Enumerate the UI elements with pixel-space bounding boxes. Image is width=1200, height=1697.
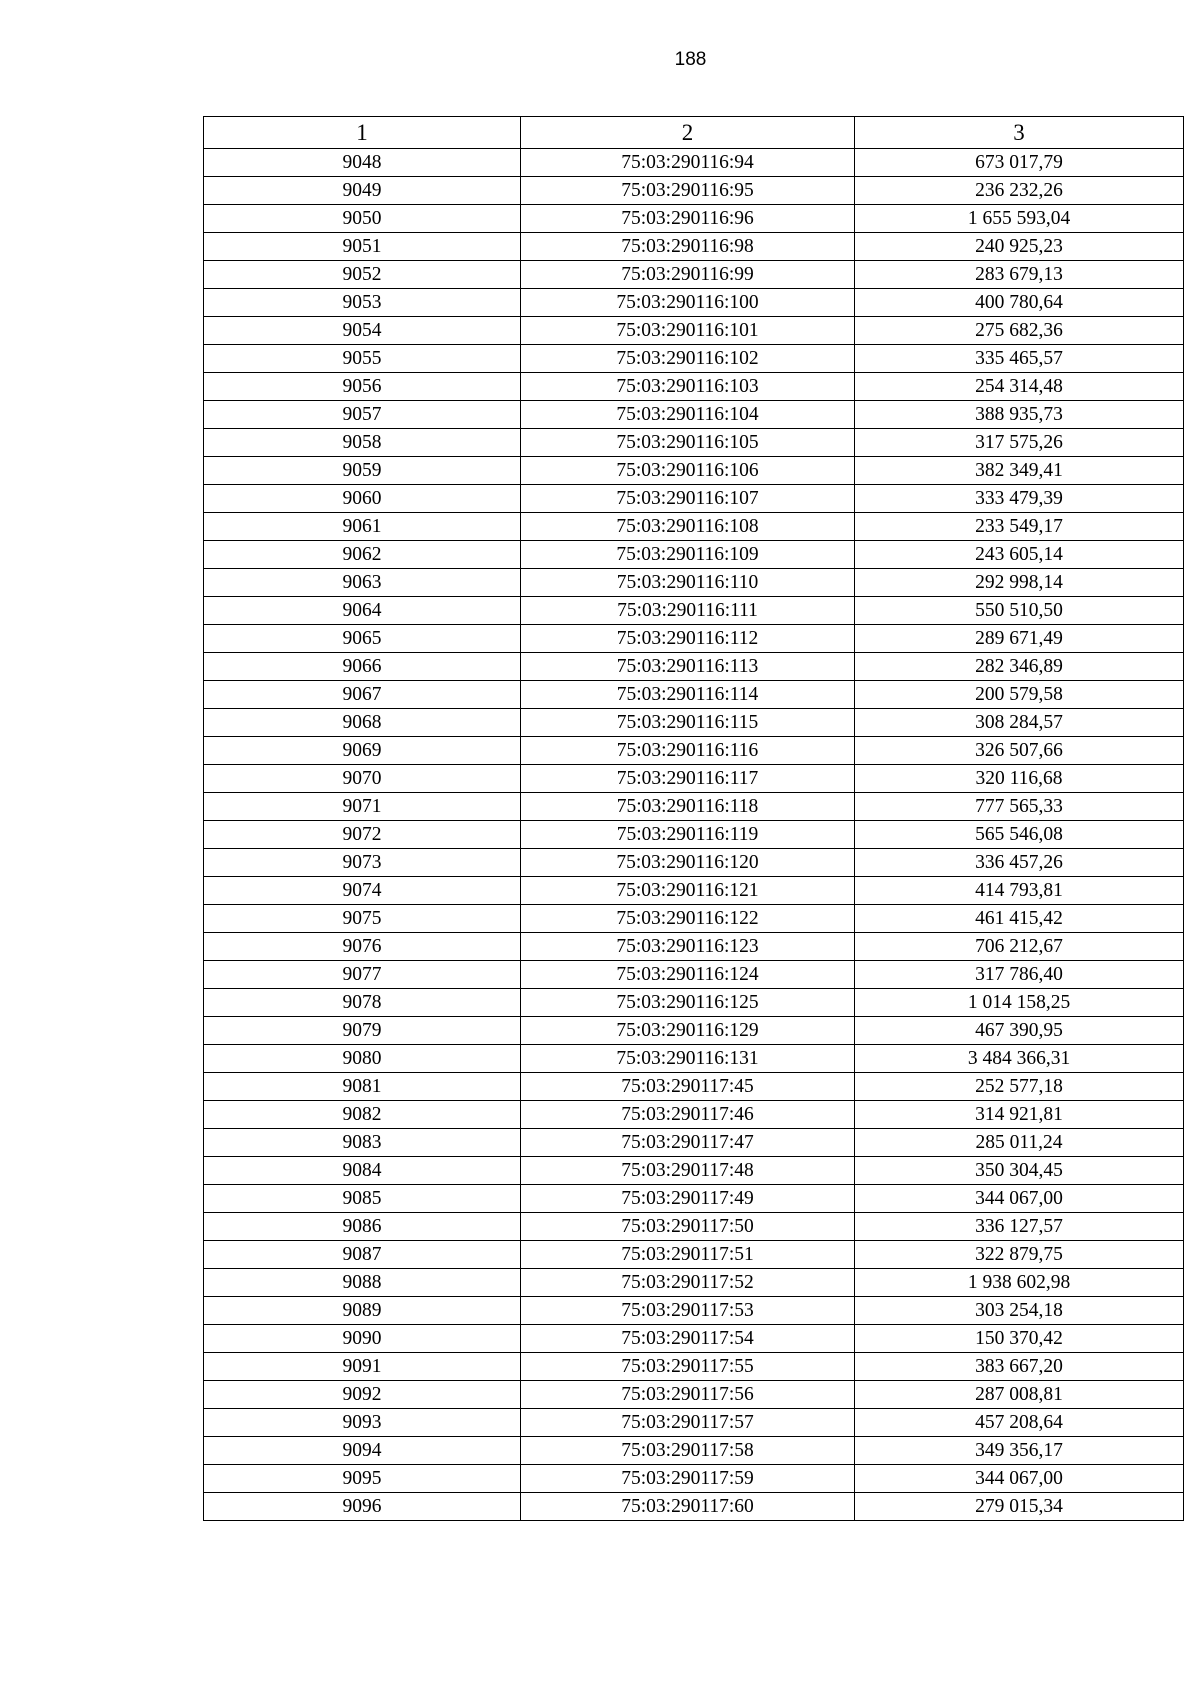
row-number-cell: 9052 bbox=[204, 261, 521, 289]
table-row bbox=[204, 541, 1184, 569]
cadastral-number-cell: 75:03:290117:49 bbox=[521, 1185, 855, 1213]
table-row bbox=[204, 345, 1184, 373]
value-cell: 344 067,00 bbox=[855, 1465, 1184, 1493]
row-number-cell: 9065 bbox=[204, 625, 521, 653]
value-cell: 344 067,00 bbox=[855, 1185, 1184, 1213]
row-number-cell: 9072 bbox=[204, 821, 521, 849]
row-number-cell: 9051 bbox=[204, 233, 521, 261]
row-number-cell: 9090 bbox=[204, 1325, 521, 1353]
value-cell: 461 415,42 bbox=[855, 905, 1184, 933]
row-number-cell: 9089 bbox=[204, 1297, 521, 1325]
table-row bbox=[204, 849, 1184, 877]
row-number-cell: 9066 bbox=[204, 653, 521, 681]
table-row bbox=[204, 317, 1184, 345]
table-row bbox=[204, 1129, 1184, 1157]
row-number-cell: 9068 bbox=[204, 709, 521, 737]
row-number-cell: 9087 bbox=[204, 1241, 521, 1269]
row-number-cell: 9053 bbox=[204, 289, 521, 317]
row-number-cell: 9095 bbox=[204, 1465, 521, 1493]
cadastral-number-cell: 75:03:290116:123 bbox=[521, 933, 855, 961]
cadastral-number-cell: 75:03:290117:60 bbox=[521, 1493, 855, 1521]
table-row bbox=[204, 1465, 1184, 1493]
table-row bbox=[204, 233, 1184, 261]
cadastral-number-cell: 75:03:290117:58 bbox=[521, 1437, 855, 1465]
table-row bbox=[204, 1241, 1184, 1269]
cadastral-number-cell: 75:03:290117:59 bbox=[521, 1465, 855, 1493]
table-row bbox=[204, 905, 1184, 933]
table-row bbox=[204, 1073, 1184, 1101]
value-cell: 1 014 158,25 bbox=[855, 989, 1184, 1017]
row-number-cell: 9060 bbox=[204, 485, 521, 513]
value-cell: 320 116,68 bbox=[855, 765, 1184, 793]
table-row bbox=[204, 1297, 1184, 1325]
value-cell: 240 925,23 bbox=[855, 233, 1184, 261]
cadastral-number-cell: 75:03:290116:108 bbox=[521, 513, 855, 541]
value-cell: 388 935,73 bbox=[855, 401, 1184, 429]
value-cell: 150 370,42 bbox=[855, 1325, 1184, 1353]
column-header-3: 3 bbox=[855, 117, 1184, 149]
cadastral-number-cell: 75:03:290116:114 bbox=[521, 681, 855, 709]
value-cell: 314 921,81 bbox=[855, 1101, 1184, 1129]
value-cell: 289 671,49 bbox=[855, 625, 1184, 653]
cadastral-number-cell: 75:03:290117:52 bbox=[521, 1269, 855, 1297]
row-number-cell: 9077 bbox=[204, 961, 521, 989]
row-number-cell: 9056 bbox=[204, 373, 521, 401]
table-row bbox=[204, 625, 1184, 653]
cadastral-number-cell: 75:03:290116:105 bbox=[521, 429, 855, 457]
value-cell: 317 786,40 bbox=[855, 961, 1184, 989]
row-number-cell: 9080 bbox=[204, 1045, 521, 1073]
cadastral-number-cell: 75:03:290117:50 bbox=[521, 1213, 855, 1241]
table-row bbox=[204, 1045, 1184, 1073]
cadastral-number-cell: 75:03:290116:103 bbox=[521, 373, 855, 401]
row-number-cell: 9049 bbox=[204, 177, 521, 205]
table-row bbox=[204, 373, 1184, 401]
cadastral-number-cell: 75:03:290116:121 bbox=[521, 877, 855, 905]
table-row bbox=[204, 205, 1184, 233]
table-row bbox=[204, 1493, 1184, 1521]
table-row bbox=[204, 709, 1184, 737]
value-cell: 706 212,67 bbox=[855, 933, 1184, 961]
table-row bbox=[204, 737, 1184, 765]
cadastral-number-cell: 75:03:290116:100 bbox=[521, 289, 855, 317]
value-cell: 335 465,57 bbox=[855, 345, 1184, 373]
row-number-cell: 9088 bbox=[204, 1269, 521, 1297]
value-cell: 350 304,45 bbox=[855, 1157, 1184, 1185]
row-number-cell: 9081 bbox=[204, 1073, 521, 1101]
cadastral-number-cell: 75:03:290116:117 bbox=[521, 765, 855, 793]
cadastral-number-cell: 75:03:290116:131 bbox=[521, 1045, 855, 1073]
table-row bbox=[204, 597, 1184, 625]
value-cell: 333 479,39 bbox=[855, 485, 1184, 513]
cadastral-number-cell: 75:03:290116:116 bbox=[521, 737, 855, 765]
table-row bbox=[204, 569, 1184, 597]
value-cell: 382 349,41 bbox=[855, 457, 1184, 485]
value-cell: 254 314,48 bbox=[855, 373, 1184, 401]
table-row bbox=[204, 429, 1184, 457]
table-row bbox=[204, 1437, 1184, 1465]
value-cell: 282 346,89 bbox=[855, 653, 1184, 681]
cadastral-number-cell: 75:03:290116:112 bbox=[521, 625, 855, 653]
row-number-cell: 9086 bbox=[204, 1213, 521, 1241]
cadastral-number-cell: 75:03:290116:122 bbox=[521, 905, 855, 933]
row-number-cell: 9074 bbox=[204, 877, 521, 905]
value-cell: 349 356,17 bbox=[855, 1437, 1184, 1465]
cadastral-number-cell: 75:03:290116:119 bbox=[521, 821, 855, 849]
table-row bbox=[204, 513, 1184, 541]
cadastral-number-cell: 75:03:290116:111 bbox=[521, 597, 855, 625]
value-cell: 252 577,18 bbox=[855, 1073, 1184, 1101]
row-number-cell: 9069 bbox=[204, 737, 521, 765]
row-number-cell: 9076 bbox=[204, 933, 521, 961]
row-number-cell: 9083 bbox=[204, 1129, 521, 1157]
value-cell: 673 017,79 bbox=[855, 149, 1184, 177]
row-number-cell: 9094 bbox=[204, 1437, 521, 1465]
cadastral-number-cell: 75:03:290116:104 bbox=[521, 401, 855, 429]
value-cell: 336 127,57 bbox=[855, 1213, 1184, 1241]
cadastral-number-cell: 75:03:290116:96 bbox=[521, 205, 855, 233]
value-cell: 200 579,58 bbox=[855, 681, 1184, 709]
table-row bbox=[204, 933, 1184, 961]
table-row bbox=[204, 261, 1184, 289]
table-row bbox=[204, 1381, 1184, 1409]
row-number-cell: 9096 bbox=[204, 1493, 521, 1521]
value-cell: 1 655 593,04 bbox=[855, 205, 1184, 233]
table-row bbox=[204, 765, 1184, 793]
table-row bbox=[204, 877, 1184, 905]
cadastral-number-cell: 75:03:290117:53 bbox=[521, 1297, 855, 1325]
value-cell: 322 879,75 bbox=[855, 1241, 1184, 1269]
cadastral-number-cell: 75:03:290116:99 bbox=[521, 261, 855, 289]
cadastral-number-cell: 75:03:290117:45 bbox=[521, 1073, 855, 1101]
value-cell: 467 390,95 bbox=[855, 1017, 1184, 1045]
row-number-cell: 9048 bbox=[204, 149, 521, 177]
row-number-cell: 9075 bbox=[204, 905, 521, 933]
value-cell: 550 510,50 bbox=[855, 597, 1184, 625]
row-number-cell: 9082 bbox=[204, 1101, 521, 1129]
row-number-cell: 9054 bbox=[204, 317, 521, 345]
page-number: 188 bbox=[674, 49, 707, 70]
value-cell: 243 605,14 bbox=[855, 541, 1184, 569]
row-number-cell: 9078 bbox=[204, 989, 521, 1017]
value-cell: 317 575,26 bbox=[855, 429, 1184, 457]
value-cell: 308 284,57 bbox=[855, 709, 1184, 737]
value-cell: 285 011,24 bbox=[855, 1129, 1184, 1157]
cadastral-number-cell: 75:03:290117:47 bbox=[521, 1129, 855, 1157]
cadastral-number-cell: 75:03:290116:118 bbox=[521, 793, 855, 821]
value-cell: 292 998,14 bbox=[855, 569, 1184, 597]
table-row bbox=[204, 793, 1184, 821]
cadastral-number-cell: 75:03:290117:57 bbox=[521, 1409, 855, 1437]
row-number-cell: 9057 bbox=[204, 401, 521, 429]
value-cell: 236 232,26 bbox=[855, 177, 1184, 205]
value-cell: 1 938 602,98 bbox=[855, 1269, 1184, 1297]
row-number-cell: 9064 bbox=[204, 597, 521, 625]
value-cell: 303 254,18 bbox=[855, 1297, 1184, 1325]
cadastral-number-cell: 75:03:290117:56 bbox=[521, 1381, 855, 1409]
cadastral-number-cell: 75:03:290117:46 bbox=[521, 1101, 855, 1129]
cadastral-number-cell: 75:03:290116:94 bbox=[521, 149, 855, 177]
table-row bbox=[204, 1185, 1184, 1213]
row-number-cell: 9050 bbox=[204, 205, 521, 233]
data-table bbox=[203, 116, 1184, 1521]
row-number-cell: 9062 bbox=[204, 541, 521, 569]
value-cell: 777 565,33 bbox=[855, 793, 1184, 821]
row-number-cell: 9071 bbox=[204, 793, 521, 821]
column-header-1: 1 bbox=[204, 117, 521, 149]
table-row bbox=[204, 289, 1184, 317]
row-number-cell: 9063 bbox=[204, 569, 521, 597]
row-number-cell: 9092 bbox=[204, 1381, 521, 1409]
cadastral-number-cell: 75:03:290116:129 bbox=[521, 1017, 855, 1045]
table-row bbox=[204, 681, 1184, 709]
column-header-2: 2 bbox=[521, 117, 855, 149]
value-cell: 400 780,64 bbox=[855, 289, 1184, 317]
row-number-cell: 9079 bbox=[204, 1017, 521, 1045]
table-row bbox=[204, 989, 1184, 1017]
table-row bbox=[204, 1269, 1184, 1297]
row-number-cell: 9093 bbox=[204, 1409, 521, 1437]
table-row bbox=[204, 653, 1184, 681]
table-row bbox=[204, 1325, 1184, 1353]
value-cell: 287 008,81 bbox=[855, 1381, 1184, 1409]
value-cell: 283 679,13 bbox=[855, 261, 1184, 289]
table-row bbox=[204, 1101, 1184, 1129]
cadastral-number-cell: 75:03:290117:54 bbox=[521, 1325, 855, 1353]
cadastral-number-cell: 75:03:290116:101 bbox=[521, 317, 855, 345]
value-cell: 279 015,34 bbox=[855, 1493, 1184, 1521]
cadastral-number-cell: 75:03:290116:107 bbox=[521, 485, 855, 513]
row-number-cell: 9091 bbox=[204, 1353, 521, 1381]
cadastral-number-cell: 75:03:290116:110 bbox=[521, 569, 855, 597]
table-row bbox=[204, 1017, 1184, 1045]
row-number-cell: 9070 bbox=[204, 765, 521, 793]
table-row bbox=[204, 485, 1184, 513]
table-body bbox=[204, 149, 1184, 1521]
table-row bbox=[204, 1157, 1184, 1185]
table-row bbox=[204, 1213, 1184, 1241]
cadastral-number-cell: 75:03:290116:98 bbox=[521, 233, 855, 261]
value-cell: 336 457,26 bbox=[855, 849, 1184, 877]
table-row bbox=[204, 821, 1184, 849]
row-number-cell: 9085 bbox=[204, 1185, 521, 1213]
cadastral-number-cell: 75:03:290117:51 bbox=[521, 1241, 855, 1269]
table-row bbox=[204, 177, 1184, 205]
cadastral-number-cell: 75:03:290116:124 bbox=[521, 961, 855, 989]
table-header bbox=[204, 117, 1184, 149]
table-row bbox=[204, 149, 1184, 177]
cadastral-number-cell: 75:03:290116:109 bbox=[521, 541, 855, 569]
cadastral-number-cell: 75:03:290116:102 bbox=[521, 345, 855, 373]
value-cell: 457 208,64 bbox=[855, 1409, 1184, 1437]
value-cell: 383 667,20 bbox=[855, 1353, 1184, 1381]
row-number-cell: 9084 bbox=[204, 1157, 521, 1185]
row-number-cell: 9059 bbox=[204, 457, 521, 485]
cadastral-number-cell: 75:03:290117:48 bbox=[521, 1157, 855, 1185]
cadastral-number-cell: 75:03:290117:55 bbox=[521, 1353, 855, 1381]
cadastral-number-cell: 75:03:290116:113 bbox=[521, 653, 855, 681]
table-row bbox=[204, 961, 1184, 989]
header-row bbox=[204, 117, 1184, 149]
table-row bbox=[204, 401, 1184, 429]
cadastral-number-cell: 75:03:290116:120 bbox=[521, 849, 855, 877]
row-number-cell: 9061 bbox=[204, 513, 521, 541]
row-number-cell: 9055 bbox=[204, 345, 521, 373]
value-cell: 275 682,36 bbox=[855, 317, 1184, 345]
value-cell: 565 546,08 bbox=[855, 821, 1184, 849]
table-row bbox=[204, 1353, 1184, 1381]
row-number-cell: 9073 bbox=[204, 849, 521, 877]
cadastral-number-cell: 75:03:290116:115 bbox=[521, 709, 855, 737]
cadastral-number-cell: 75:03:290116:106 bbox=[521, 457, 855, 485]
value-cell: 414 793,81 bbox=[855, 877, 1184, 905]
row-number-cell: 9058 bbox=[204, 429, 521, 457]
value-cell: 3 484 366,31 bbox=[855, 1045, 1184, 1073]
value-cell: 326 507,66 bbox=[855, 737, 1184, 765]
table-row bbox=[204, 457, 1184, 485]
row-number-cell: 9067 bbox=[204, 681, 521, 709]
cadastral-number-cell: 75:03:290116:125 bbox=[521, 989, 855, 1017]
value-cell: 233 549,17 bbox=[855, 513, 1184, 541]
table-row bbox=[204, 1409, 1184, 1437]
cadastral-number-cell: 75:03:290116:95 bbox=[521, 177, 855, 205]
